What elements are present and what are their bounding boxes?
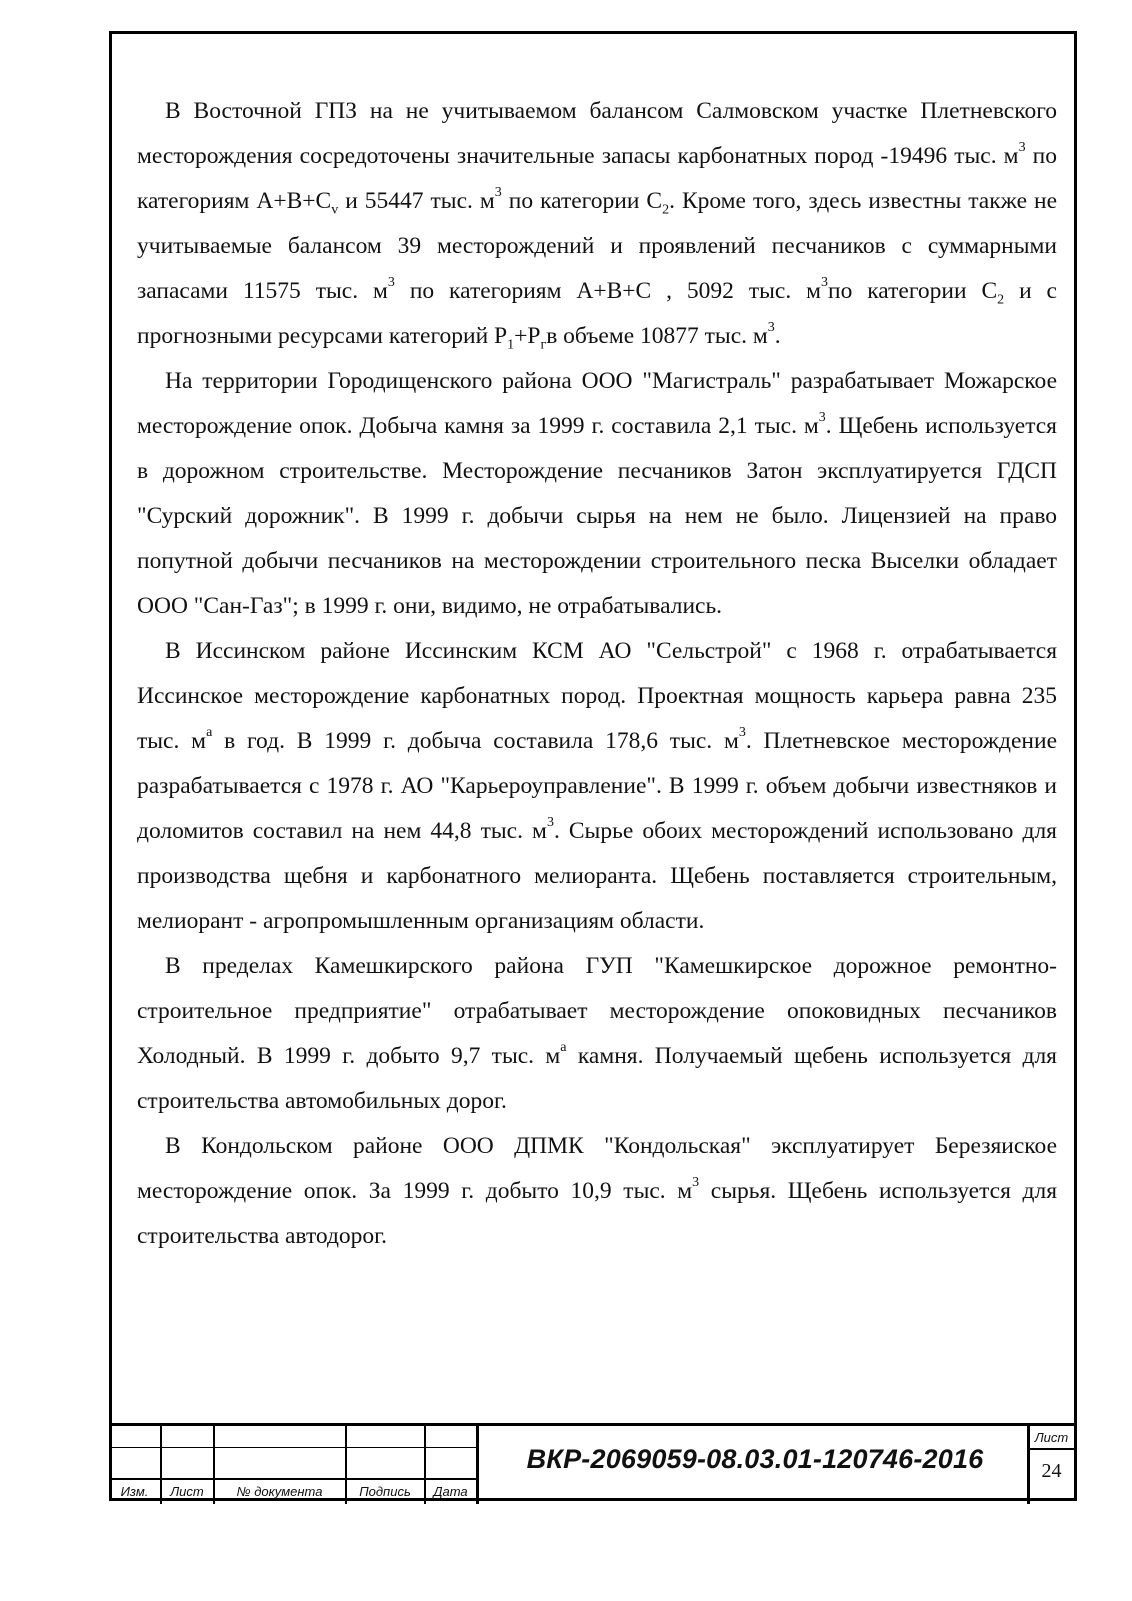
superscript: а (206, 725, 213, 741)
paragraph (137, 1124, 1057, 1259)
text-run: . Плетневское месторождение разрабатывается с 1978 г. АО "Карьероуправление". В 1999 г. объем добычи известняков и доломитов составил на нем 44,8 тыс. м (137, 728, 1057, 844)
subscript: 2 (662, 202, 670, 218)
stamp-row-line (109, 1447, 477, 1448)
superscript: 3 (767, 320, 775, 336)
paragraph (137, 944, 1057, 1124)
paragraph (137, 629, 1057, 944)
text-run: по категории С (501, 188, 663, 214)
stamp-row-line (109, 1478, 477, 1480)
subscript: 2 (997, 292, 1005, 308)
paragraph (137, 89, 1057, 359)
text-run: по категориям А+В+С (137, 143, 1057, 214)
col-label-list: Лист (170, 1484, 204, 1499)
text-run: . (774, 323, 781, 349)
stamp-col-line (476, 1426, 479, 1504)
text-run: В Восточной ГПЗ на не учитываемом балансом Салмовском участке Плетневского месторождения сосредоточены значительные запасы карбонатных пород -19496 тыс. м (137, 98, 1057, 169)
superscript: 3 (1018, 140, 1026, 156)
page-frame (109, 31, 1077, 1501)
col-label-date: Дата (433, 1484, 468, 1499)
superscript: 3 (494, 185, 502, 201)
text-run: камня. Получаемый щебень используется для строительства автомобильных дорог. (137, 1043, 1057, 1114)
superscript: 3 (821, 275, 828, 291)
document-body (137, 89, 1057, 1259)
text-run: . Кроме того, здесь известны также не учитываемые балансом 39 месторождений и проявлений песчаников с суммарными запасами 11575 тыс. м (137, 188, 1058, 304)
sheet-label: Лист (1034, 1430, 1069, 1445)
text-run: сырья. Щебень используется для строительства автодорог. (137, 1178, 1057, 1249)
text-run: +Р (514, 323, 541, 349)
text-run: в год. В 1999 г. добыча составила 178,6 тыс. м (212, 728, 739, 754)
col-label-signature: Подпись (359, 1484, 411, 1499)
text-run: В Кондольском районе ООО ДПМК "Кондольская" эксплуатирует Березяиское месторождение опок. За 1999 г. добыто 10,9 тыс. м (137, 1133, 1057, 1204)
text-run: по категориям А+В+С , 5092 тыс. м (394, 278, 821, 304)
text-run: В пределах Камешкирского района ГУП "Камешкирское дорожное ремонтно-строительное предприятие" отрабатывает месторождение опоковидных песчаников Холодный. В 1999 г. добыто 9,7 тыс. м (137, 953, 1057, 1069)
superscript: 3 (546, 815, 554, 831)
col-label-izm: Изм. (120, 1484, 149, 1499)
text-run: . Щебень используется в дорожном строительстве. Месторождение песчаников Затон эксплуатируется ГДСП "Сурский дорожник". В 1999 г. добычи сырья на нем не было. Лицензией на право попутной добычи песчаников на месторождении строительного песка Выселки обладает ООО "Сан-Газ"; в 1999 г. они, видимо, не отрабатывались. (137, 413, 1057, 619)
text-run: . Сырье обоих месторождений использовано для производства щебня и карбонатного мелиоранта. Щебень поставляется строительным, мелиорант - агропромышленным организациям области. (137, 818, 1057, 934)
superscript: 3 (818, 410, 826, 426)
text-run: В Иссинском районе Иссинским КСМ АО "Сельстрой" с 1968 г. отрабатывается Иссинское месторождение карбонатных пород. Проектная мощность карьера равна 235 тыс. м (137, 638, 1057, 754)
superscript: а (560, 1040, 567, 1056)
sheet-number: 24 (1041, 1460, 1062, 1482)
subscript: v (331, 202, 339, 218)
col-label-doc-number: № документа (236, 1484, 323, 1499)
superscript: 3 (692, 1175, 700, 1191)
sheet-separator (1029, 1448, 1074, 1450)
text-run: и 55447 тыс. м (338, 188, 495, 214)
subscript: 1 (507, 337, 515, 353)
superscript: 3 (387, 275, 395, 291)
text-run: и с прогнозными ресурсами категорий Р (137, 278, 1057, 349)
text-run: в объеме 10877 тыс. м (546, 323, 768, 349)
text-run: по категории С (828, 278, 998, 304)
document-code: ВКР-2069059-08.03.01-120746-2016 (526, 1444, 984, 1474)
superscript: 3 (738, 725, 746, 741)
text-run: На территории Городищенского района ООО "Магистраль" разрабатывает Можарское месторождение опок. Добыча камня за 1999 г. составила 2,1 тыс. м (137, 368, 1057, 439)
paragraph (137, 359, 1057, 629)
title-block (109, 1423, 1077, 1504)
subscript: г (540, 337, 547, 353)
